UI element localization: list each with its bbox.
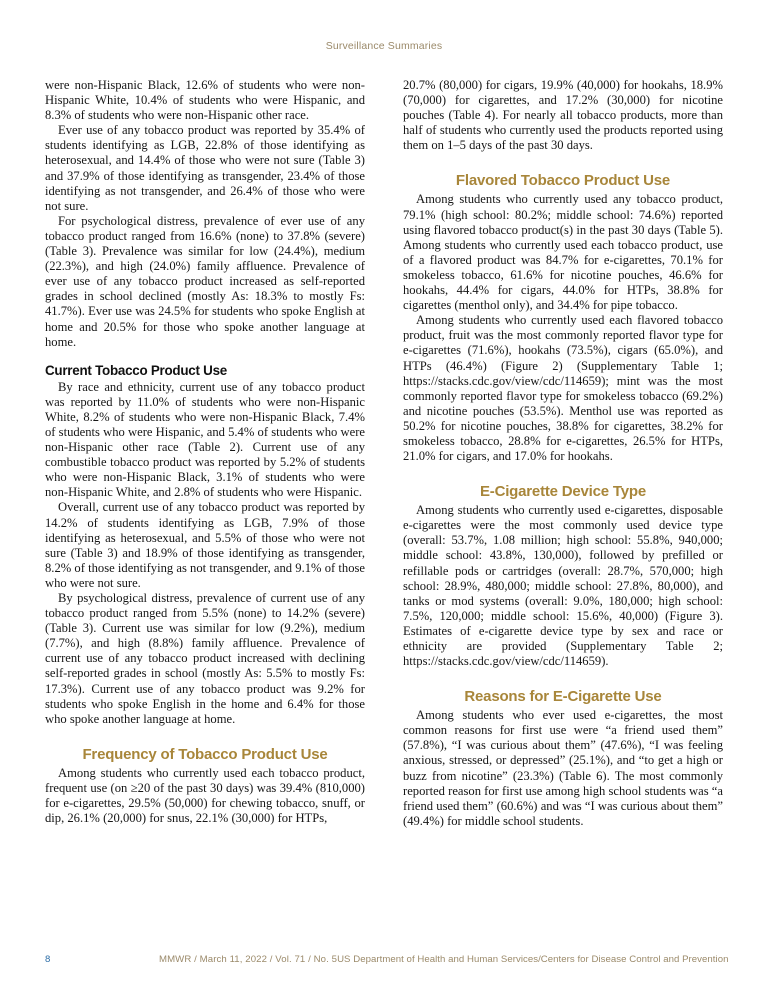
paragraph: Among students who ever used e-cigarettes, the most common reasons for first use were “a friend used them” (57.8%), “I was curious about them” (47.6%), “I was feeling anxious, stressed, or depressed” (25.1%), and “to get a high or buzz from nicotine” (23.3%) (Table 6). The most commonly reported reason for first use among high school students was “a friend used them” (60.6%) and was “I was curious about them” (49.4%) for middle school students.	[403, 708, 723, 828]
paragraph: Among students who currently used each flavored tobacco product, fruit was the most commonly reported flavor type for e-cigarettes (71.6%), hookahs (73.5%), cigars (65.0%), and HTPs (46.4%) (Figure 2) (Supplementary Table 1; https://stacks.cdc.gov/view/cdc/114659); mint was the most commonly reported flavor type for smokeless tobacco (69.2%) and nicotine pouches (53.5%). Menthol use was reported as 50.2% for nicotine pouches, 38.8% for cigarettes, 38.2% for smokeless tobacco, 28.8% for e-cigarettes, 26.5% for HTPs, 21.0% for cigars, and 17.0% for hookahs.	[403, 313, 723, 464]
section-heading-reasons-for-e-cigarette-use: Reasons for E-Cigarette Use	[464, 688, 662, 706]
paragraph: By race and ethnicity, current use of any tobacco product was reported by 11.0% of students who were non-Hispanic White, 8.2% of students who were non-Hispanic Black, 7.4% of students who were Hispanic, and 5.4% of students who were non-Hispanic other race (Table 2). Current use of any combustible tobacco product was reported by 5.2% of students who were non-Hispanic Black, 3.1% of students who were non-Hispanic White, and 2.8% of students who were Hispanic.	[45, 379, 365, 500]
paragraph: Among students who currently used any tobacco product, 79.1% (high school: 80.2%; middle school: 74.6%) reported using flavored tobacco product(s) in the past 30 days (Table 5). Among students who currently used each tobacco product, use of a flavored product was 84.7% for e-cigarettes, 70.1% for smokeless tobacco, 61.6% for nicotine pouches, 46.6% for hookahs, 44.4% for cigars, 44.0% for HTPs, 38.8% for cigarettes (menthol only), and 34.4% for pipe tobacco.	[403, 192, 723, 313]
section-heading-current-tobacco-product-use: Current Tobacco Product Use	[45, 362, 227, 378]
paragraph: 20.7% (80,000) for cigars, 19.9% (40,000) for hookahs, 18.9% (70,000) for cigarettes, and 17.2% (30,000) for nicotine pouches (Table 4). For nearly all tobacco products, more than half of students who currently used the products reported using them on 1–5 days of the past 30 days.	[403, 78, 723, 153]
paragraph: By psychological distress, prevalence of current use of any tobacco product ranged from 5.5% (none) to 14.2% (severe) (Table 3). Current use was similar for low (9.2%), medium (7.7%), and high (8.8%) family affluence. Prevalence of current use of any tobacco product increased with declining self-reported grades in school (mostly As: 5.5% to mostly Fs: 17.3%). Current use of any tobacco product was 9.2% for students who spoke English in the home and 6.4% for those who spoke another language at home.	[45, 591, 365, 726]
footer-citation: MMWR / March 11, 2022 / Vol. 71 / No. 5	[159, 953, 338, 965]
running-head: Surveillance Summaries	[325, 40, 443, 52]
paragraph: were non-Hispanic Black, 12.6% of students who were non-Hispanic White, 10.4% of students who were Hispanic, and 8.3% of students who were non-Hispanic other race.	[45, 78, 365, 123]
footer-agency: US Department of Health and Human Services/Centers for Disease Control and Prevention	[337, 953, 729, 965]
section-heading-e-cigarette-device-type: E-Cigarette Device Type	[479, 483, 647, 501]
paragraph: Ever use of any tobacco product was reported by 35.4% of students identifying as LGB, 22.8% of those identifying as heterosexual, and 14.4% of those who were not sure (Table 3) and 37.9% of those identifying as transgender, 23.4% of those identifying as not transgender, and 26.4% of those who were not sure.	[45, 123, 365, 213]
paragraph: For psychological distress, prevalence of ever use of any tobacco product ranged from 16.6% (none) to 37.8% (severe) (Table 3). Prevalence was similar for low (24.4%), medium (22.3%), and high (24.0%) family affluence. Prevalence of ever use of any tobacco product increased as self-reported grades in school declined (mostly As: 18.3% to mostly Fs: 41.7%). Ever use was 24.5% for students who spoke English at home and 20.5% for those who spoke another language at home.	[45, 213, 365, 349]
page-footer	[45, 952, 729, 966]
paragraph: Among students who currently used each tobacco product, frequent use (on ≥20 of the past 30 days) was 39.4% (810,000) for e-cigarettes, 29.5% (50,000) for chewing tobacco, snuff, or dip, 26.1% (20,000) for snus, 22.1% (30,000) for HTPs,	[45, 765, 365, 826]
right-column	[403, 78, 723, 923]
paragraph: Among students who currently used e-cigarettes, disposable e-cigarettes were the most commonly used device type (overall: 53.7%, 1.08 million; high school: 55.8%, 940,000; middle school: 43.8%, 130,000), followed by prefilled or refillable pods or cartridges (overall: 28.7%, 570,000; high school: 28.9%, 480,000; middle school: 27.8%, 80,000), and tanks or mod systems (overall: 9.0%, 180,000; high school: 7.5%, 120,000; middle school: 15.6%, 40,000) (Figure 3). Estimates of e-cigarette device type by sex and race or ethnicity are provided (Supplementary Table 2; https://stacks.cdc.gov/view/cdc/114659).	[403, 503, 723, 669]
paragraph: Overall, current use of any tobacco product was reported by 14.2% of students identifying as LGB, 7.9% of those identifying as heterosexual, and 5.5% of those who were not sure (Table 3) and 18.9% of those identifying as transgender, 8.2% of those identifying as not transgender, and 9.1% of those who were not sure.	[45, 500, 365, 590]
left-column	[45, 78, 365, 923]
two-column-body	[45, 78, 723, 923]
page-number: 8	[45, 953, 51, 965]
section-heading-frequency-of-tobacco-product-use: Frequency of Tobacco Product Use	[82, 745, 328, 763]
section-heading-flavored-tobacco-product-use: Flavored Tobacco Product Use	[455, 172, 671, 190]
